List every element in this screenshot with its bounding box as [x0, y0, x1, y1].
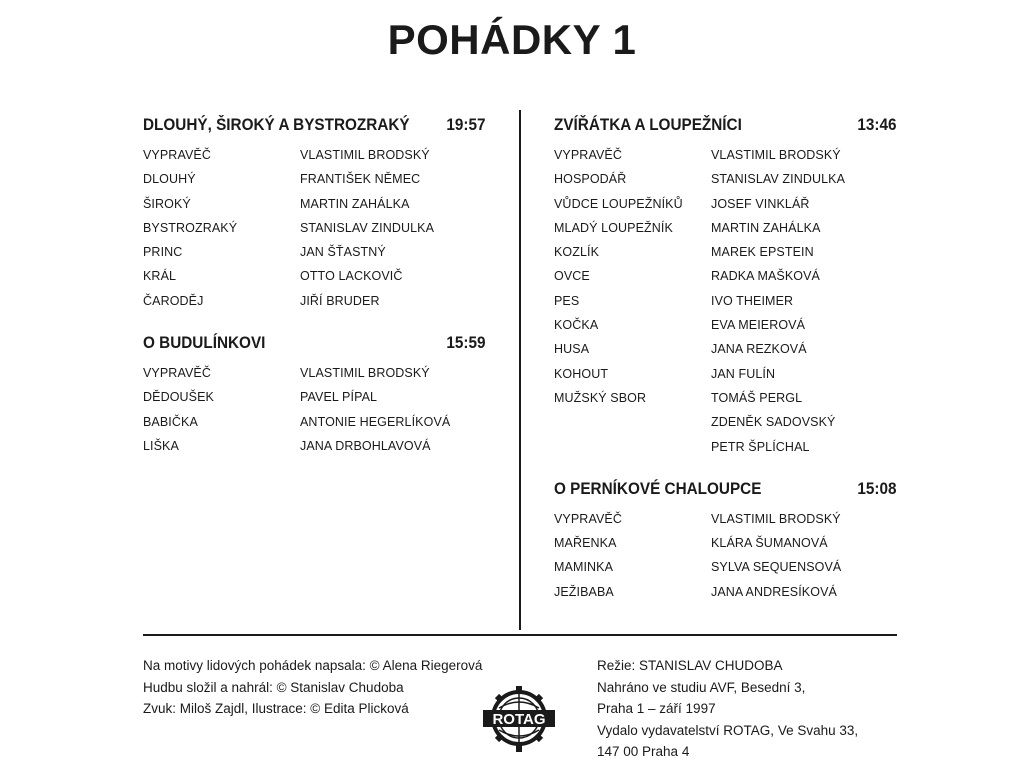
cast-row [143, 143, 485, 167]
actor: FRANTIŠEK NĚMEC [300, 172, 421, 187]
cast-row [554, 337, 896, 361]
credit-line: Na motivy lidových pohádek napsala: © Alena Riegerová [143, 658, 483, 673]
role: PRINC [143, 245, 183, 260]
actor: EVA MEIEROVÁ [711, 318, 806, 333]
story-header [554, 479, 896, 499]
actor: JAN ŠŤASTNÝ [300, 245, 386, 260]
cast-row [554, 410, 896, 434]
credit-line: Vydalo vydavatelství ROTAG, Ve Svahu 33, [597, 722, 859, 738]
page-title: POHÁDKY 1 [387, 16, 637, 63]
credits-right [597, 655, 858, 763]
story-o-budulinkovi [143, 333, 485, 458]
cast-row [554, 580, 896, 604]
role: MAŘENKA [554, 536, 617, 551]
actor: PETR ŠPLÍCHAL [711, 439, 810, 454]
cast-row [143, 264, 485, 288]
actor: JOSEF VINKLÁŘ [711, 196, 810, 211]
role: KRÁL [143, 269, 177, 284]
cast-row [143, 434, 485, 458]
cast-row [554, 167, 896, 191]
story-duration: 15:08 [856, 478, 896, 498]
role: VYPRAVĚČ [554, 148, 622, 162]
role: KOZLÍK [554, 245, 600, 260]
right-column [554, 115, 896, 624]
actor: MARTIN ZAHÁLKA [711, 220, 821, 235]
story-header [143, 115, 485, 135]
role: DLOUHÝ [143, 172, 196, 187]
story-header [554, 115, 896, 135]
role: KOČKA [554, 318, 599, 333]
story-dlouhy-siroky [143, 115, 485, 313]
cast-row [554, 264, 896, 288]
actor: VLASTIMIL BRODSKÝ [711, 148, 841, 162]
role: BABIČKA [143, 414, 198, 429]
story-duration: 15:59 [445, 333, 485, 353]
rotag-logo [481, 682, 557, 756]
role: VYPRAVĚČ [143, 366, 211, 381]
credit-line: Režie: STANISLAV CHUDOBA [597, 658, 783, 673]
actor: PAVEL PÍPAL [300, 390, 378, 405]
cast-row [554, 531, 896, 555]
actor: STANISLAV ZINDULKA [300, 220, 435, 235]
role: HOSPODÁŘ [554, 172, 627, 187]
role: JEŽIBABA [554, 584, 614, 599]
cast-row [143, 289, 485, 313]
cast-row [554, 216, 896, 240]
actor: MARTIN ZAHÁLKA [300, 196, 410, 211]
actor: ZDENĚK SADOVSKÝ [711, 415, 836, 430]
role: HUSA [554, 342, 590, 357]
cast-row [143, 385, 485, 409]
role: ŠIROKÝ [143, 196, 191, 211]
role: PES [554, 293, 580, 308]
cast-row [554, 555, 896, 579]
footer-divider [143, 634, 897, 636]
story-title: O PERNÍKOVÉ CHALOUPCE [554, 478, 762, 498]
story-header [143, 333, 485, 353]
credit-line: Nahráno ve studiu AVF, Besední 3, [597, 679, 806, 695]
cast-row [143, 192, 485, 216]
story-title: DLOUHÝ, ŠIROKÝ A BYSTROZRAKÝ [143, 115, 410, 134]
role: KOHOUT [554, 366, 609, 381]
actor: JIŘÍ BRUDER [300, 293, 380, 308]
actor: IVO THEIMER [711, 293, 794, 308]
credit-line: 147 00 Praha 4 [597, 744, 690, 759]
role [554, 410, 711, 434]
story-pernikova-chaloupka [554, 479, 896, 604]
role: MAMINKA [554, 560, 614, 575]
cast-row [554, 289, 896, 313]
credit-line: Praha 1 – září 1997 [597, 701, 716, 716]
actor: RADKA MAŠKOVÁ [711, 269, 820, 284]
actor: MAREK EPSTEIN [711, 245, 814, 260]
cast-row [143, 410, 485, 434]
logo-text: ROTAG [492, 711, 546, 728]
cast-row [554, 143, 896, 167]
cast-row [143, 216, 485, 240]
credit-line: Hudbu složil a nahrál: © Stanislav Chudoba [143, 679, 404, 695]
cast-row [143, 240, 485, 264]
actor: ANTONIE HEGERLÍKOVÁ [300, 414, 451, 429]
actor: JAN FULÍN [711, 366, 776, 381]
role: MUŽSKÝ SBOR [554, 390, 647, 405]
actor: STANISLAV ZINDULKA [711, 172, 846, 187]
story-duration: 13:46 [856, 115, 896, 134]
role: ČARODĚJ [143, 293, 204, 308]
actor: VLASTIMIL BRODSKÝ [300, 148, 430, 162]
actor: JANA REZKOVÁ [711, 342, 807, 357]
actor: VLASTIMIL BRODSKÝ [711, 511, 841, 526]
cast-row [554, 240, 896, 264]
role [554, 435, 711, 459]
actor: KLÁRA ŠUMANOVÁ [711, 536, 828, 551]
actor: JANA DRBOHLAVOVÁ [300, 438, 431, 453]
story-title: O BUDULÍNKOVI [143, 333, 266, 353]
actor: JANA ANDRESÍKOVÁ [711, 584, 837, 599]
cast-row [554, 313, 896, 337]
actor: SYLVA SEQUENSOVÁ [711, 560, 842, 575]
story-duration: 19:57 [445, 115, 485, 134]
role: OVCE [554, 269, 590, 284]
story-zviratka [554, 115, 896, 459]
cast-row [143, 167, 485, 191]
role: VYPRAVĚČ [143, 148, 211, 162]
left-column [143, 115, 485, 478]
cast-row [554, 362, 896, 386]
cast-row [554, 507, 896, 531]
cast-row [554, 192, 896, 216]
role: VYPRAVĚČ [554, 511, 622, 526]
story-title: ZVÍŘÁTKA A LOUPEŽNÍCI [554, 115, 742, 134]
actor: VLASTIMIL BRODSKÝ [300, 366, 430, 381]
role: VŮDCE LOUPEŽNÍKŮ [554, 196, 683, 211]
role: BYSTROZRAKÝ [143, 220, 238, 235]
cast-row [143, 361, 485, 385]
column-divider [519, 110, 521, 630]
role: DĚDOUŠEK [143, 390, 214, 405]
cast-row [554, 435, 896, 459]
credits-left [143, 655, 482, 720]
credit-line: Zvuk: Miloš Zajdl, Ilustrace: © Edita Plicková [143, 701, 409, 716]
actor: OTTO LACKOVIČ [300, 269, 403, 284]
role: LIŠKA [143, 438, 179, 453]
role: MLADÝ LOUPEŽNÍK [554, 220, 673, 235]
actor: TOMÁŠ PERGL [711, 390, 803, 405]
cast-row [554, 386, 896, 410]
